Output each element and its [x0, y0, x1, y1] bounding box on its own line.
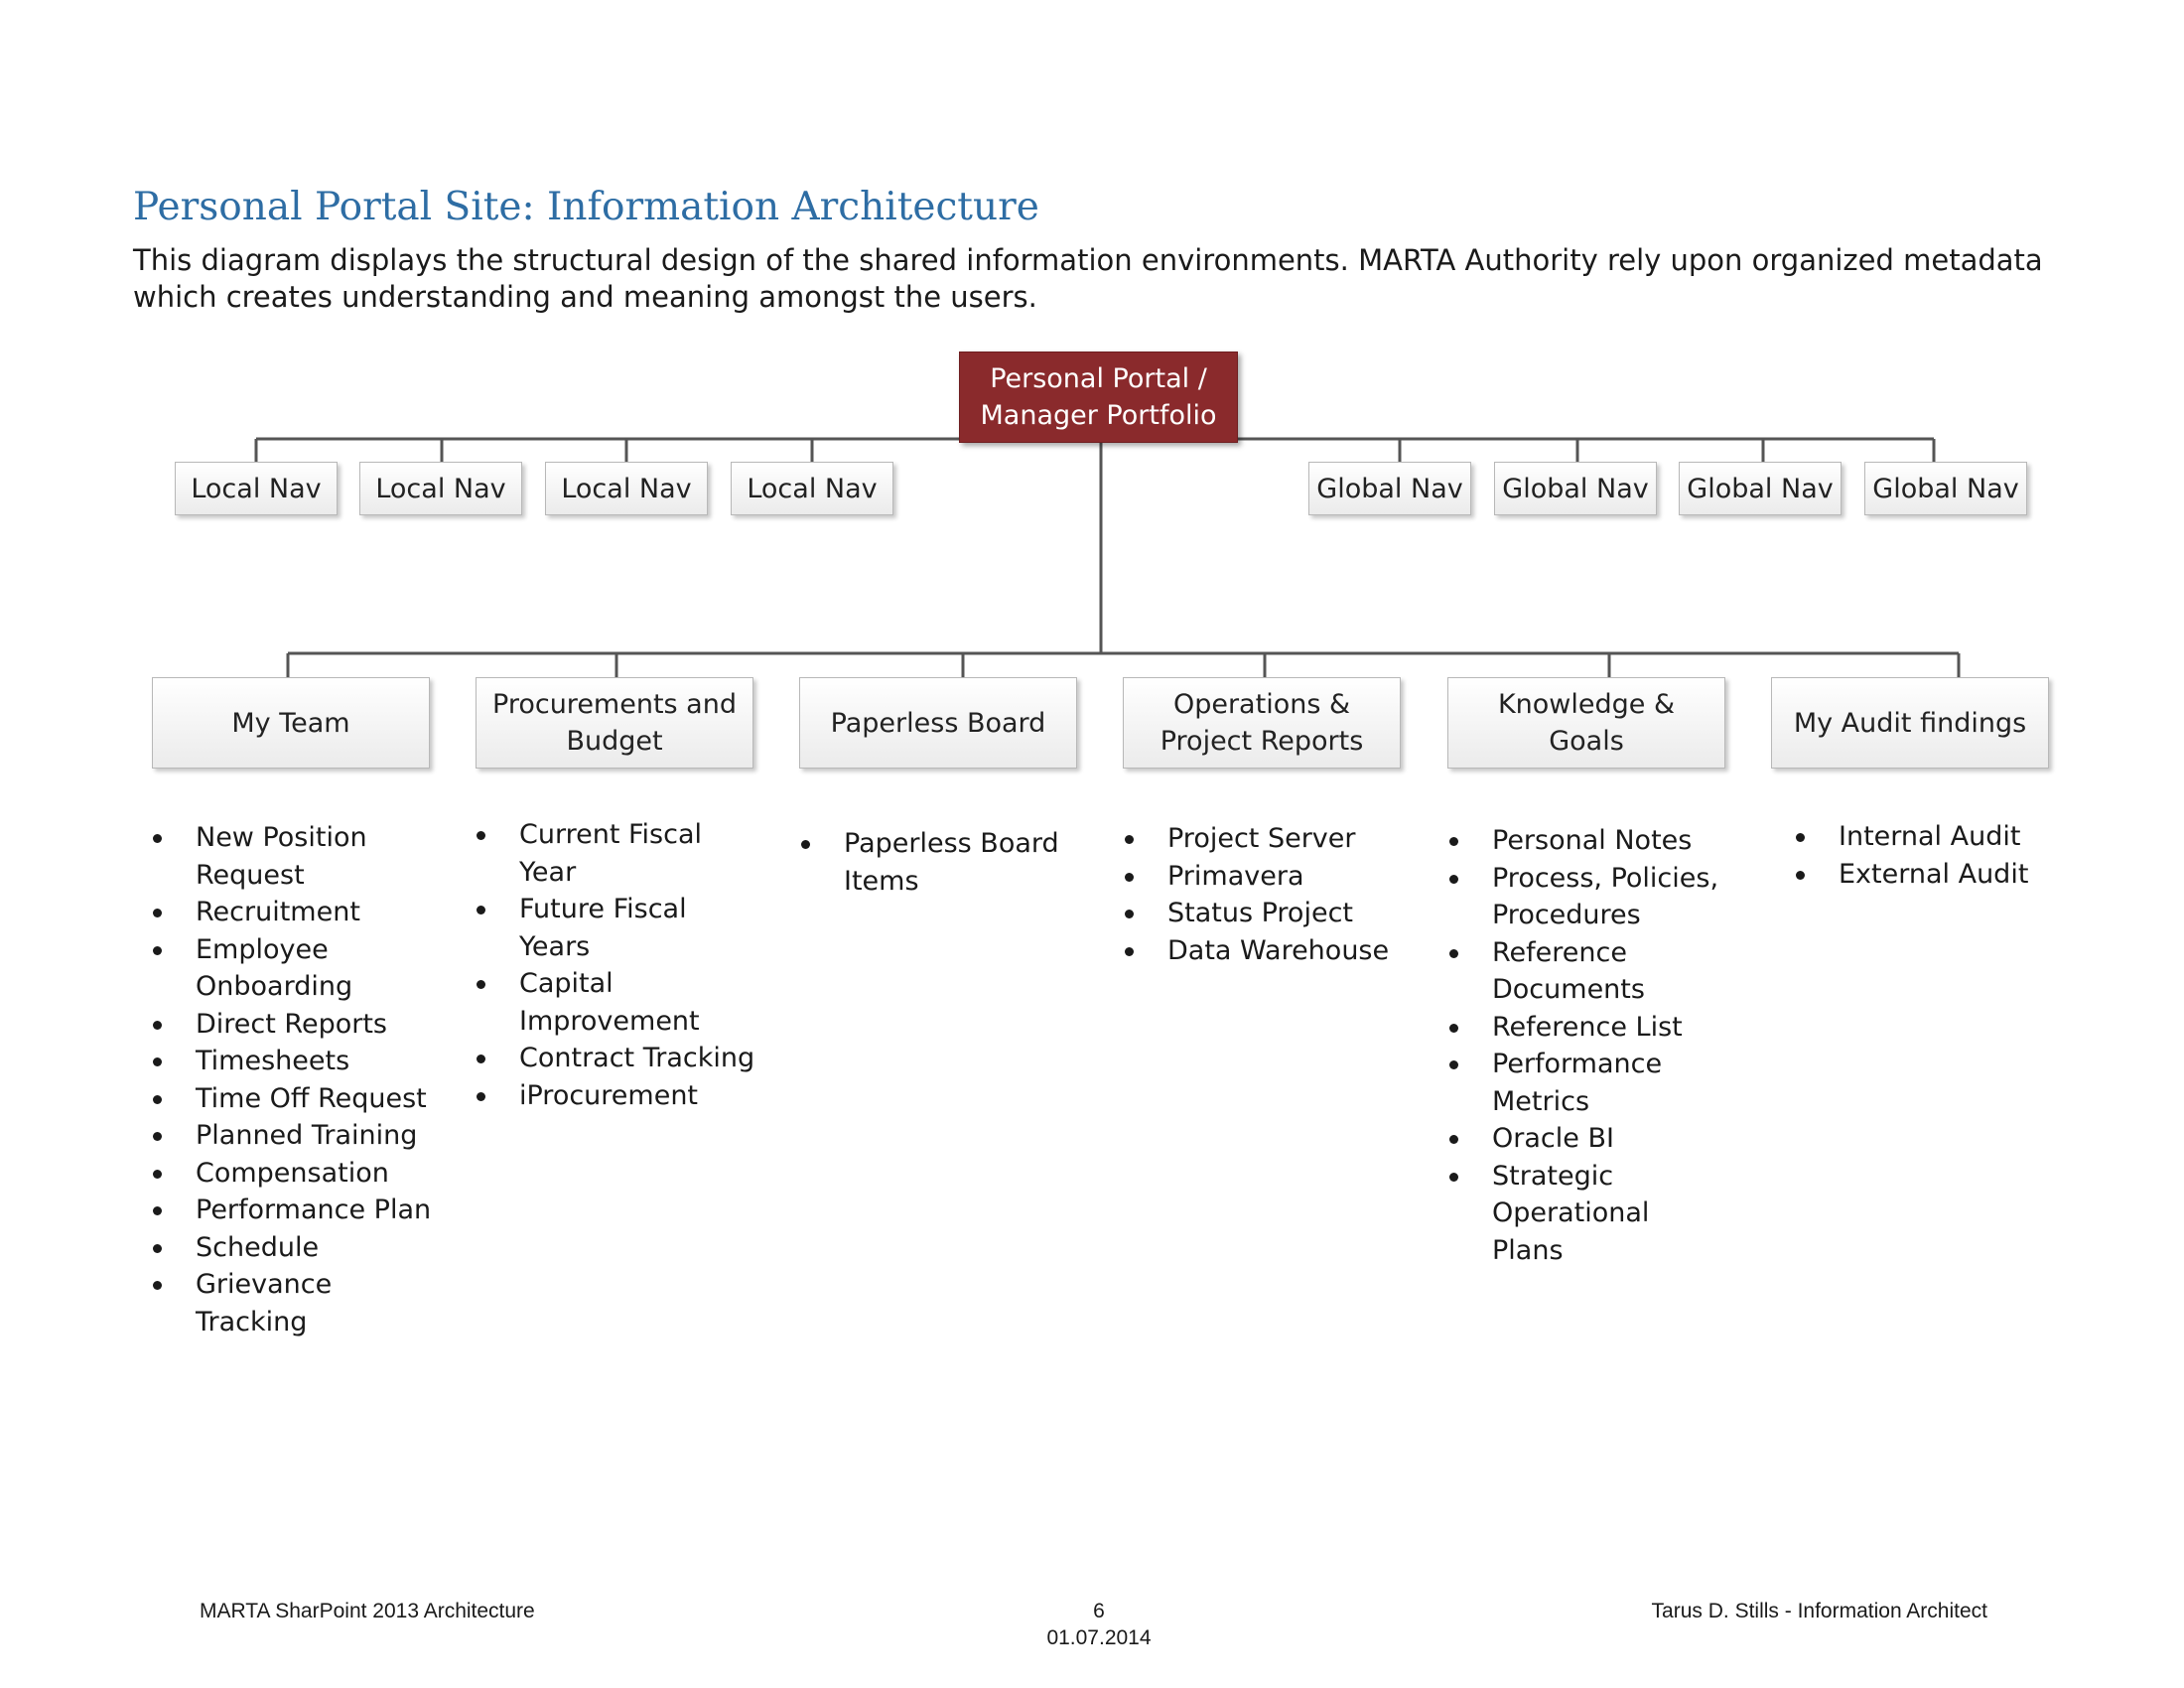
- local-nav-box-2: Local Nav: [359, 462, 522, 515]
- list-paperless-board: [797, 825, 1075, 900]
- list-item: Planned Training: [149, 1117, 437, 1155]
- footer-left: MARTA SharPoint 2013 Architecture: [200, 1600, 535, 1622]
- page-title: Personal Portal Site: Information Architecture: [133, 185, 1039, 229]
- section-box-paperless-board: Paperless Board: [799, 677, 1077, 769]
- section-box-knowledge-goals: Knowledge & Goals: [1447, 677, 1725, 769]
- list-item: Data Warehouse: [1121, 932, 1448, 970]
- footer-date: 01.07.2014: [1046, 1626, 1152, 1649]
- list-item: Contract Tracking: [473, 1040, 760, 1077]
- section-box-my-team: My Team: [152, 677, 430, 769]
- section-box-audit-findings: My Audit findings: [1771, 677, 2049, 769]
- list-item: Time Off Request: [149, 1080, 437, 1118]
- local-nav-box-4: Local Nav: [731, 462, 893, 515]
- global-nav-box-4: Global Nav: [1864, 462, 2027, 515]
- list-operations-reports: [1121, 820, 1448, 969]
- list-procurements-budget: [473, 816, 760, 1114]
- list-item: Recruitment: [149, 894, 437, 931]
- list-item: Primavera: [1121, 858, 1448, 896]
- section-box-procurements-budget: Procurements and Budget: [476, 677, 753, 769]
- list-item: Grievance Tracking: [149, 1266, 437, 1340]
- list-item: Capital Improvement: [473, 965, 760, 1040]
- list-item: Timesheets: [149, 1043, 437, 1080]
- list-item: Paperless Board Items: [797, 825, 1075, 900]
- list-item: Direct Reports: [149, 1006, 437, 1044]
- list-item: Reference Documents: [1445, 934, 1723, 1009]
- list-item: Performance Metrics: [1445, 1046, 1723, 1120]
- global-nav-box-2: Global Nav: [1494, 462, 1657, 515]
- section-box-operations-reports: Operations & Project Reports: [1123, 677, 1401, 769]
- list-item: Oracle BI: [1445, 1120, 1723, 1158]
- list-item: New Position Request: [149, 819, 437, 894]
- local-nav-box-3: Local Nav: [545, 462, 708, 515]
- global-nav-box-1: Global Nav: [1308, 462, 1471, 515]
- root-node-personal-portal: Personal Portal / Manager Portfolio: [959, 352, 1238, 443]
- global-nav-box-3: Global Nav: [1679, 462, 1842, 515]
- list-item: Future Fiscal Years: [473, 891, 760, 965]
- list-item: Process, Policies, Procedures: [1445, 860, 1723, 934]
- list-item: Schedule: [149, 1229, 437, 1267]
- list-item: Current Fiscal Year: [473, 816, 760, 891]
- list-item: Internal Audit: [1792, 818, 2090, 856]
- local-nav-box-1: Local Nav: [175, 462, 338, 515]
- footer-right: Tarus D. Stills - Information Architect: [1651, 1600, 1987, 1622]
- list-audit-findings: [1792, 818, 2090, 893]
- footer-page-number: 6: [1093, 1600, 1105, 1622]
- list-item: Compensation: [149, 1155, 437, 1193]
- list-item: Status Project: [1121, 895, 1448, 932]
- list-item: Reference List: [1445, 1009, 1723, 1047]
- list-my-team: [149, 819, 437, 1340]
- list-knowledge-goals: [1445, 822, 1723, 1269]
- list-item: Strategic Operational Plans: [1445, 1158, 1723, 1270]
- intro-paragraph: This diagram displays the structural design of the shared information environments. MARTA Authority rely upon organized metadata which creates understanding and meaning amongst the users.: [133, 243, 2043, 314]
- list-item: iProcurement: [473, 1077, 760, 1115]
- list-item: External Audit: [1792, 856, 2090, 894]
- list-item: Performance Plan: [149, 1192, 437, 1229]
- list-item: Project Server: [1121, 820, 1448, 858]
- list-item: Personal Notes: [1445, 822, 1723, 860]
- list-item: Employee Onboarding: [149, 931, 437, 1006]
